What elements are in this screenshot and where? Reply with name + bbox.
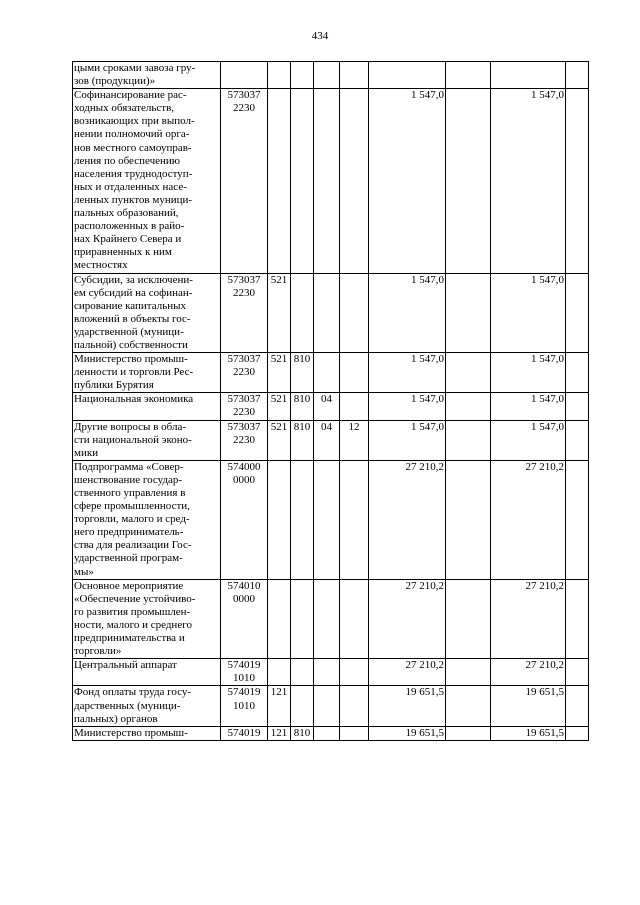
row-name-cell: Софинансирование рас- ходных обязательств, возникающих при выпол- нении полномочий орга- нов местного самоуправ- ления по обеспечению населения труднодоступ- ных и отдаленных насе- ленных пунктов муници- пальных образований, расположенных в райо- нах Крайнего Севера и приравненных к ним местностях [73, 89, 221, 273]
amount-secondary-cell: 1 547,0 [491, 273, 566, 353]
row-name-cell: Другие вопросы в обла- сти национальной эконо- мики [73, 420, 221, 460]
row-name-cell: Министерство промыш- [73, 726, 221, 740]
section-code-cell: 04 [314, 393, 340, 420]
administrator-code-cell: 810 [291, 393, 314, 420]
table-row [73, 273, 589, 353]
amount-total-cell: 19 651,5 [369, 686, 446, 726]
amount-total-cell: 27 210,2 [369, 579, 446, 659]
subsection-code-cell [340, 273, 369, 353]
administrator-code-cell [291, 579, 314, 659]
empty-cell [446, 420, 491, 460]
row-name-cell: Центральный аппарат [73, 659, 221, 686]
amount-total-cell: 27 210,2 [369, 659, 446, 686]
page-number: 434 [311, 30, 329, 42]
expense-type-cell [268, 62, 291, 89]
empty-cell [566, 579, 589, 659]
subsection-code-cell [340, 726, 369, 740]
subsection-code-cell [340, 353, 369, 393]
budget-table-body [73, 62, 589, 741]
section-code-cell: 04 [314, 420, 340, 460]
target-article-code-cell: 573037 2230 [221, 393, 268, 420]
section-code-cell [314, 686, 340, 726]
amount-secondary-cell [491, 62, 566, 89]
amount-total-cell: 19 651,5 [369, 726, 446, 740]
subsection-code-cell [340, 62, 369, 89]
amount-total-cell: 1 547,0 [369, 393, 446, 420]
section-code-cell [314, 273, 340, 353]
table-row [73, 89, 589, 273]
amount-secondary-cell: 1 547,0 [491, 420, 566, 460]
administrator-code-cell [291, 273, 314, 353]
empty-cell [566, 726, 589, 740]
empty-cell [446, 273, 491, 353]
section-code-cell [314, 659, 340, 686]
subsection-code-cell [340, 460, 369, 579]
expense-type-cell [268, 659, 291, 686]
expense-type-cell [268, 460, 291, 579]
amount-secondary-cell: 27 210,2 [491, 659, 566, 686]
empty-cell [446, 579, 491, 659]
empty-cell [566, 89, 589, 273]
target-article-code-cell: 574010 0000 [221, 579, 268, 659]
table-row [73, 393, 589, 420]
administrator-code-cell [291, 89, 314, 273]
section-code-cell [314, 460, 340, 579]
empty-cell [446, 89, 491, 273]
administrator-code-cell: 810 [291, 726, 314, 740]
table-row [73, 62, 589, 89]
empty-cell [446, 62, 491, 89]
target-article-code-cell: 574019 1010 [221, 686, 268, 726]
empty-cell [446, 393, 491, 420]
target-article-code-cell: 574019 [221, 726, 268, 740]
table-row [73, 686, 589, 726]
table-row [73, 420, 589, 460]
empty-cell [446, 659, 491, 686]
row-name-cell: Подпрограмма «Совер- шенствование государ- ственного управления в сфере промышленности, торговли, малого и сред- него предприниматель- ства для реализации Гос- ударственной програм- мы» [73, 460, 221, 579]
expense-type-cell: 521 [268, 273, 291, 353]
expense-type-cell: 521 [268, 393, 291, 420]
table-row [73, 460, 589, 579]
table-row [73, 579, 589, 659]
amount-total-cell: 1 547,0 [369, 273, 446, 353]
table-row [73, 659, 589, 686]
row-name-cell: Основное мероприятие «Обеспечение устойчиво- го развития промышлен- ности, малого и среднего предпринимательства и торговли» [73, 579, 221, 659]
amount-total-cell: 1 547,0 [369, 353, 446, 393]
section-code-cell [314, 62, 340, 89]
row-name-cell: Министерство промыш- ленности и торговли Рес- публики Бурятия [73, 353, 221, 393]
empty-cell [566, 659, 589, 686]
empty-cell [446, 460, 491, 579]
administrator-code-cell: 810 [291, 353, 314, 393]
subsection-code-cell [340, 659, 369, 686]
table-row [73, 726, 589, 740]
section-code-cell [314, 579, 340, 659]
subsection-code-cell [340, 89, 369, 273]
amount-total-cell: 27 210,2 [369, 460, 446, 579]
target-article-code-cell: 573037 2230 [221, 89, 268, 273]
row-name-cell: Фонд оплаты труда госу- дарственных (муници- пальных) органов [73, 686, 221, 726]
empty-cell [566, 353, 589, 393]
section-code-cell [314, 726, 340, 740]
section-code-cell [314, 353, 340, 393]
table-row [73, 353, 589, 393]
target-article-code-cell [221, 62, 268, 89]
amount-total-cell: 1 547,0 [369, 89, 446, 273]
administrator-code-cell [291, 460, 314, 579]
administrator-code-cell [291, 659, 314, 686]
budget-table [72, 61, 589, 741]
target-article-code-cell: 573037 2230 [221, 353, 268, 393]
amount-secondary-cell: 27 210,2 [491, 460, 566, 579]
row-name-cell: Субсидии, за исключени- ем субсидий на софинан- сирование капитальных вложений в объекты гос- ударственной (муници- пальной) собственности [73, 273, 221, 353]
administrator-code-cell [291, 62, 314, 89]
amount-secondary-cell: 27 210,2 [491, 579, 566, 659]
empty-cell [446, 353, 491, 393]
section-code-cell [314, 89, 340, 273]
subsection-code-cell [340, 393, 369, 420]
empty-cell [566, 62, 589, 89]
row-name-cell: цыми сроками завоза гру- зов (продукции)» [73, 62, 221, 89]
subsection-code-cell [340, 579, 369, 659]
amount-secondary-cell: 1 547,0 [491, 393, 566, 420]
amount-secondary-cell: 1 547,0 [491, 353, 566, 393]
empty-cell [446, 726, 491, 740]
expense-type-cell: 121 [268, 686, 291, 726]
subsection-code-cell: 12 [340, 420, 369, 460]
empty-cell [446, 686, 491, 726]
amount-secondary-cell: 19 651,5 [491, 726, 566, 740]
amount-secondary-cell: 1 547,0 [491, 89, 566, 273]
expense-type-cell: 521 [268, 353, 291, 393]
amount-secondary-cell: 19 651,5 [491, 686, 566, 726]
administrator-code-cell [291, 686, 314, 726]
target-article-code-cell: 573037 2230 [221, 420, 268, 460]
target-article-code-cell: 573037 2230 [221, 273, 268, 353]
expense-type-cell [268, 89, 291, 273]
administrator-code-cell: 810 [291, 420, 314, 460]
empty-cell [566, 420, 589, 460]
empty-cell [566, 393, 589, 420]
empty-cell [566, 686, 589, 726]
target-article-code-cell: 574019 1010 [221, 659, 268, 686]
expense-type-cell: 121 [268, 726, 291, 740]
amount-total-cell: 1 547,0 [369, 420, 446, 460]
target-article-code-cell: 574000 0000 [221, 460, 268, 579]
empty-cell [566, 460, 589, 579]
expense-type-cell [268, 579, 291, 659]
row-name-cell: Национальная экономика [73, 393, 221, 420]
empty-cell [566, 273, 589, 353]
amount-total-cell [369, 62, 446, 89]
expense-type-cell: 521 [268, 420, 291, 460]
subsection-code-cell [340, 686, 369, 726]
